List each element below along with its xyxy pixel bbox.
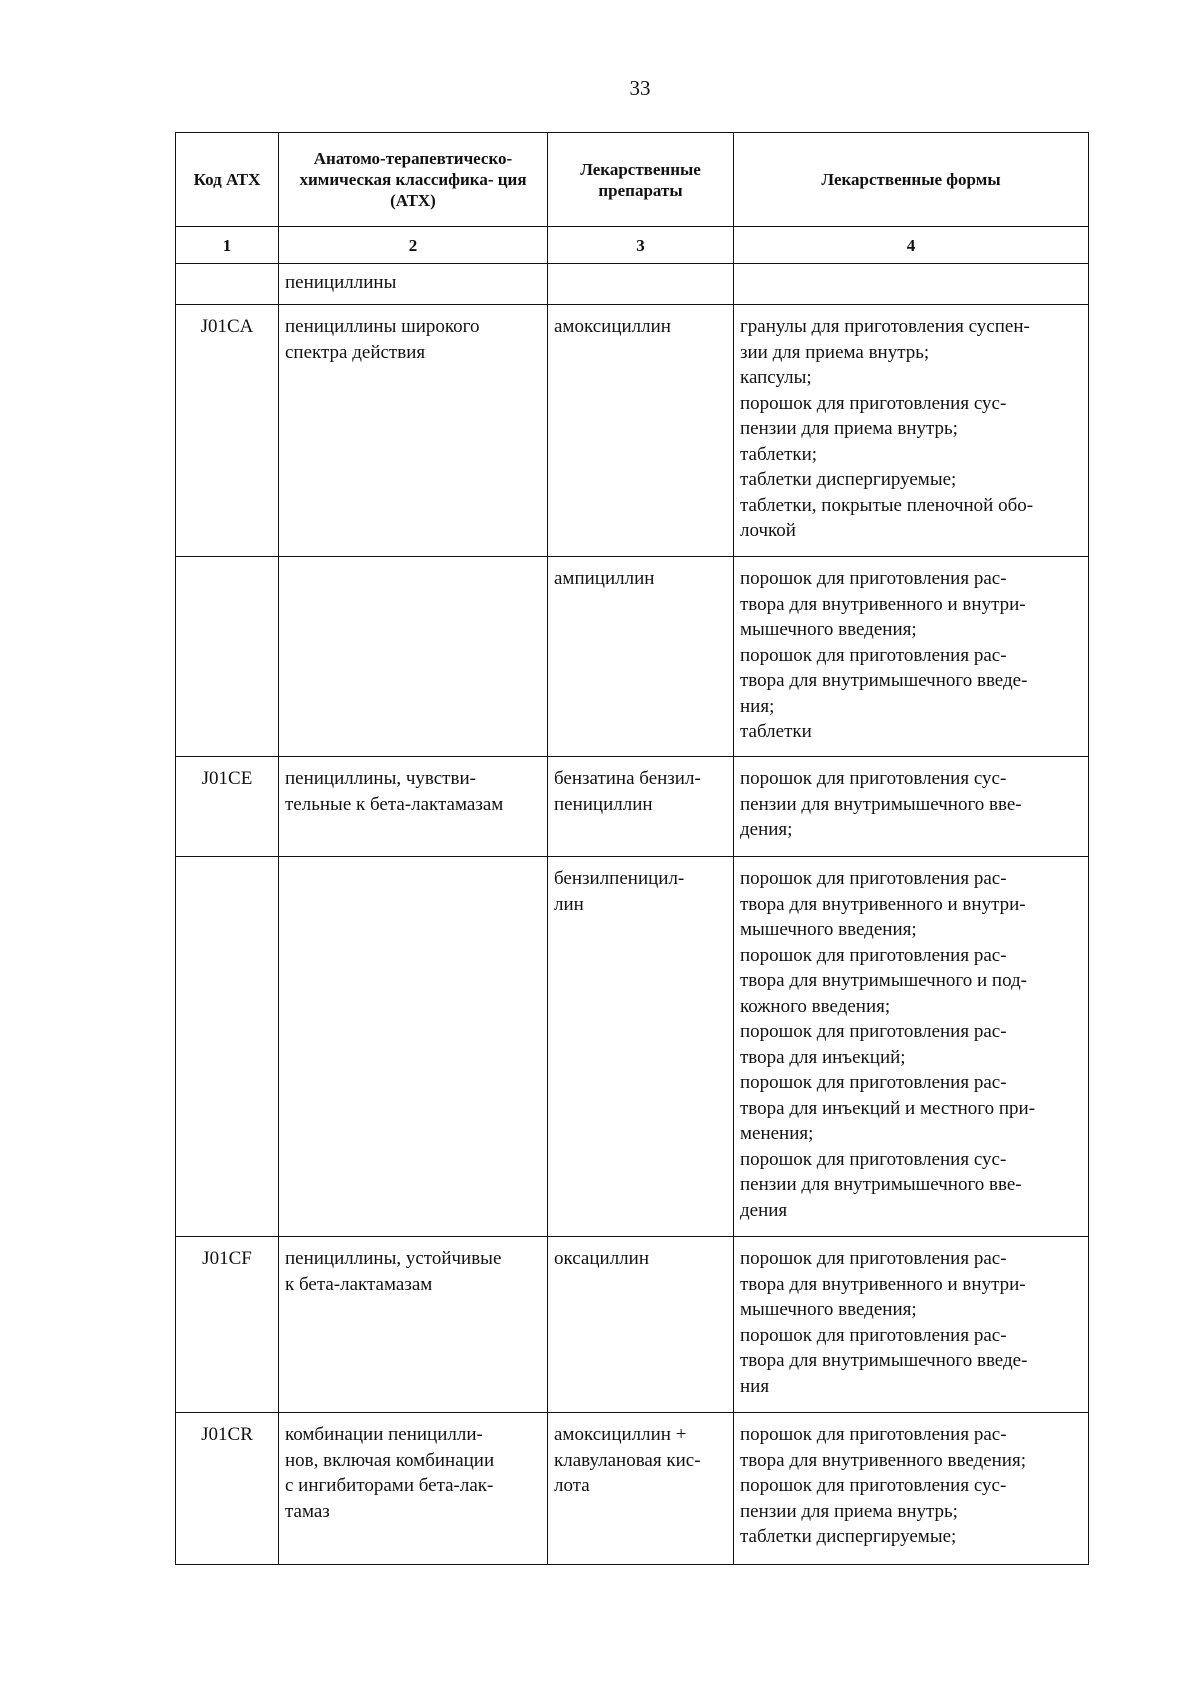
drug-cell bbox=[548, 1237, 734, 1413]
table-row bbox=[176, 557, 1089, 757]
cell-line: твора для внутримышечного введе- bbox=[740, 670, 1028, 691]
cell-line: мышечного введения; bbox=[740, 1299, 917, 1320]
table-row bbox=[176, 1413, 1089, 1565]
column-number-row bbox=[176, 227, 1089, 264]
header-line: химическая классифика- bbox=[299, 170, 494, 189]
classification-cell bbox=[279, 1413, 548, 1565]
cell-line: пензии для внутримышечного вве- bbox=[740, 1174, 1022, 1195]
header-line: Лекарственные bbox=[580, 159, 701, 179]
atx-drug-table bbox=[175, 132, 1089, 1565]
atx-code-cell: J01CR bbox=[176, 1413, 279, 1565]
forms-cell bbox=[734, 757, 1089, 857]
cell-line: ния bbox=[740, 1375, 770, 1397]
cell-line: амоксициллин + bbox=[554, 1424, 687, 1445]
forms-cell bbox=[734, 264, 1089, 305]
cell-line: таблетки диспергируемые; bbox=[740, 1526, 957, 1547]
cell-line: с ингибиторами бета-лак- bbox=[285, 1475, 494, 1496]
cell-line: твора для внутривенного и внутри- bbox=[740, 593, 1026, 615]
cell-line: твора для внутримышечного и под- bbox=[740, 970, 1028, 991]
cell-line: лота bbox=[554, 1475, 590, 1496]
cell-line: порошок для приготовления сус- bbox=[740, 1475, 1007, 1496]
cell-line: бензатина бензил- bbox=[554, 768, 701, 789]
header-line: препараты bbox=[598, 180, 683, 200]
cell-line: менения; bbox=[740, 1123, 814, 1144]
atx-code-cell: J01CA bbox=[176, 305, 279, 557]
cell-line: порошок для приготовления рас- bbox=[740, 1248, 1007, 1269]
cell-line: порошок для приготовления рас- bbox=[740, 1324, 1007, 1346]
header-line: Код АТХ bbox=[193, 170, 261, 189]
cell-line: клавулановая кис- bbox=[554, 1449, 701, 1471]
cell-line: оксациллин bbox=[554, 1248, 649, 1269]
cell-line: мышечного введения; bbox=[740, 919, 917, 940]
cell-line: порошок для приготовления рас- bbox=[740, 868, 1007, 889]
cell-line: порошок для приготовления рас- bbox=[740, 944, 1007, 966]
cell-line: пенициллины широкого bbox=[285, 316, 480, 337]
cell-line: твора для внутривенного и внутри- bbox=[740, 893, 1026, 915]
table-row bbox=[176, 1237, 1089, 1413]
cell-line: твора для инъекций; bbox=[740, 1046, 906, 1068]
cell-line: порошок для приготовления сус- bbox=[740, 392, 1007, 414]
cell-line: дения; bbox=[740, 819, 793, 840]
forms-cell bbox=[734, 1413, 1089, 1565]
drug-cell bbox=[548, 1413, 734, 1565]
table-row bbox=[176, 264, 1089, 305]
classification-cell bbox=[279, 857, 548, 1237]
header-line: Лекарственные формы bbox=[821, 170, 1001, 189]
column-number: 4 bbox=[734, 227, 1089, 264]
drug-cell bbox=[548, 757, 734, 857]
cell-line: пензии для приема внутрь; bbox=[740, 418, 958, 439]
cell-line: порошок для приготовления рас- bbox=[740, 1021, 1007, 1042]
atx-code-cell bbox=[176, 857, 279, 1237]
drug-cell bbox=[548, 857, 734, 1237]
forms-cell bbox=[734, 557, 1089, 757]
cell-line: амоксициллин bbox=[554, 316, 671, 337]
cell-line: твора для внутривенного и внутри- bbox=[740, 1273, 1026, 1295]
cell-line: пенициллины bbox=[285, 272, 397, 293]
classification-cell bbox=[279, 757, 548, 857]
table-row bbox=[176, 757, 1089, 857]
cell-line: гранулы для приготовления суспен- bbox=[740, 316, 1030, 337]
cell-line: таблетки, покрытые пленочной обо- bbox=[740, 494, 1034, 516]
column-number: 2 bbox=[279, 227, 548, 264]
forms-cell bbox=[734, 305, 1089, 557]
table-row bbox=[176, 857, 1089, 1237]
cell-line: пенициллин bbox=[554, 793, 653, 815]
cell-line: к бета-лактамазам bbox=[285, 1273, 433, 1295]
cell-line: бензилпеницил- bbox=[554, 868, 685, 889]
cell-line: спектра действия bbox=[285, 341, 426, 363]
cell-line: пенициллины, устойчивые bbox=[285, 1248, 502, 1269]
drug-cell bbox=[548, 305, 734, 557]
classification-cell bbox=[279, 305, 548, 557]
cell-line: порошок для приготовления рас- bbox=[740, 1072, 1007, 1093]
drug-cell bbox=[548, 557, 734, 757]
page-number: 33 bbox=[629, 76, 651, 100]
header-dosage-forms bbox=[734, 133, 1089, 227]
atx-code-cell bbox=[176, 557, 279, 757]
cell-line: лин bbox=[554, 893, 584, 915]
atx-code-cell bbox=[176, 264, 279, 305]
atx-code-cell: J01CF bbox=[176, 1237, 279, 1413]
forms-cell bbox=[734, 857, 1089, 1237]
header-line: ция (АТХ) bbox=[390, 170, 527, 210]
cell-line: кожного введения; bbox=[740, 995, 891, 1017]
cell-line: твора для инъекций и местного при- bbox=[740, 1097, 1036, 1119]
drug-cell bbox=[548, 264, 734, 305]
cell-line: мышечного введения; bbox=[740, 619, 917, 640]
classification-cell bbox=[279, 1237, 548, 1413]
atx-code-cell: J01CE bbox=[176, 757, 279, 857]
cell-line: тельные к бета-лактамазам bbox=[285, 793, 504, 815]
cell-line: пензии для приема внутрь; bbox=[740, 1500, 958, 1522]
table-row bbox=[176, 305, 1089, 557]
cell-line: таблетки; bbox=[740, 443, 818, 465]
classification-cell bbox=[279, 264, 548, 305]
cell-line: комбинации пеницилли- bbox=[285, 1424, 483, 1445]
column-number: 1 bbox=[176, 227, 279, 264]
cell-line: порошок для приготовления рас- bbox=[740, 1424, 1007, 1445]
column-number: 3 bbox=[548, 227, 734, 264]
cell-line: пензии для внутримышечного вве- bbox=[740, 793, 1022, 815]
cell-line: нов, включая комбинации bbox=[285, 1449, 495, 1471]
cell-line: таблетки bbox=[740, 721, 812, 742]
cell-line: ния; bbox=[740, 695, 775, 717]
header-drugs bbox=[548, 133, 734, 227]
cell-line: твора для внутривенного введения; bbox=[740, 1449, 1026, 1471]
cell-line: порошок для приготовления рас- bbox=[740, 644, 1007, 666]
header-line: Анатомо-терапевтическо- bbox=[313, 149, 513, 168]
cell-line: твора для внутримышечного введе- bbox=[740, 1350, 1028, 1371]
cell-line: дения bbox=[740, 1199, 788, 1221]
table-header-row bbox=[176, 133, 1089, 227]
header-atx-code bbox=[176, 133, 279, 227]
cell-line: порошок для приготовления сус- bbox=[740, 1148, 1007, 1170]
cell-line: ампициллин bbox=[554, 568, 655, 589]
cell-line: пенициллины, чувстви- bbox=[285, 768, 476, 789]
cell-line: лочкой bbox=[740, 520, 796, 541]
classification-cell bbox=[279, 557, 548, 757]
cell-line: порошок для приготовления рас- bbox=[740, 568, 1007, 589]
header-atx-classification bbox=[279, 133, 548, 227]
cell-line: таблетки диспергируемые; bbox=[740, 469, 957, 490]
cell-line: тамаз bbox=[285, 1500, 330, 1522]
cell-line: капсулы; bbox=[740, 367, 812, 388]
cell-line: порошок для приготовления сус- bbox=[740, 768, 1007, 789]
forms-cell bbox=[734, 1237, 1089, 1413]
cell-line: зии для приема внутрь; bbox=[740, 341, 930, 363]
